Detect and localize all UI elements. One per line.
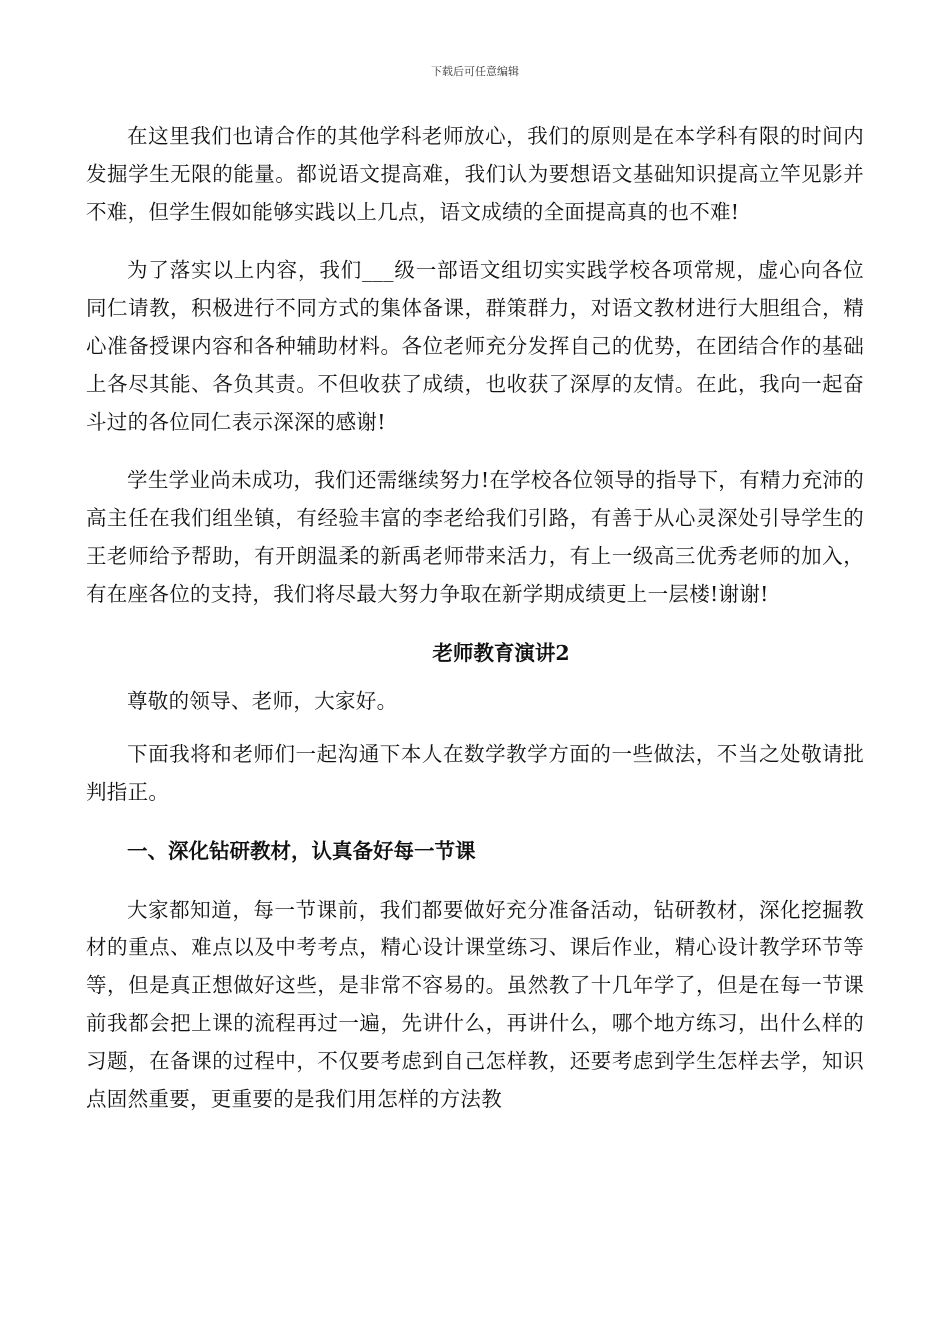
paragraph-greeting: 尊敬的领导、老师，大家好。	[127, 689, 398, 714]
paragraph-lesson-prep: 大家都知道，每一节课前，我们都要做好充分准备活动，钻研教材，深化挖掘教材的重点、难点以及中考考点，精心设计课堂练习、课后作业，精心设计教学环节等等，但是真正想做好这些，是非常不容易的。虽然教了十几年学了，但是在每一节课前我都会把上课的流程再过一遍，先讲什么，再讲什么，哪个地方练习，出什么样的习题，在备课的过程中，不仅要考虑到自己怎样教，还要考虑到学生怎样去学，知识点固然重要，更重要的是我们用怎样的方法教	[86, 897, 864, 1111]
paragraph-gap	[86, 871, 864, 892]
paragraph-introduction: 下面我将和老师们一起沟通下本人在数学教学方面的一些做法，不当之处敬请批判指正。	[86, 742, 864, 804]
subheading-study-materials: 一、深化钻研教材，认真备好每一节课	[127, 838, 476, 863]
paragraph-gap	[86, 231, 864, 252]
paragraph-implementation: 为了落实以上内容，我们___级一部语文组切实实践学校各项常规，虚心向各位同仁请教，积极进行不同方式的集体备课，群策群力，对语文教材进行大胆组合，精心准备授课内容和各种辅助材料。各位老师充分发挥自己的优势，在团结合作的基础上各尽其能、各负其责。不但收获了成绩，也收获了深厚的友情。在此，我向一起奋斗过的各位同仁表示深深的感谢!	[86, 258, 864, 434]
paragraph-continue-effort: 学生学业尚未成功，我们还需继续努力!在学校各位领导的指导下，有精力充沛的高主任在我们组坐镇，有经验丰富的李老给我们引路，有善于从心灵深处引导学生的王老师给予帮助，有开朗温柔的新禹老师带来活力，有上一级高三优秀老师的加入，有在座各位的支持，我们将尽最大努力争取在新学期成绩更上一层楼!谢谢!	[86, 468, 864, 606]
paragraph-gap	[86, 614, 864, 635]
document-body	[86, 118, 864, 1118]
page-header-note: 下载后可任意编辑	[431, 65, 519, 78]
paragraph-gap	[86, 672, 864, 683]
paragraph-cooperation: 在这里我们也请合作的其他学科老师放心，我们的原则是在本学科有限的时间内发掘学生无限的能量。都说语文提高难，我们认为要想语文基础知识提高立竿见影并不难，但学生假如能够实践以上几点，语文成绩的全面提高真的也不难!	[86, 124, 864, 224]
paragraph-gap	[86, 441, 864, 462]
section-title: 老师教育演讲2	[432, 640, 570, 665]
paragraph-gap	[86, 812, 864, 833]
paragraph-gap	[86, 721, 864, 736]
